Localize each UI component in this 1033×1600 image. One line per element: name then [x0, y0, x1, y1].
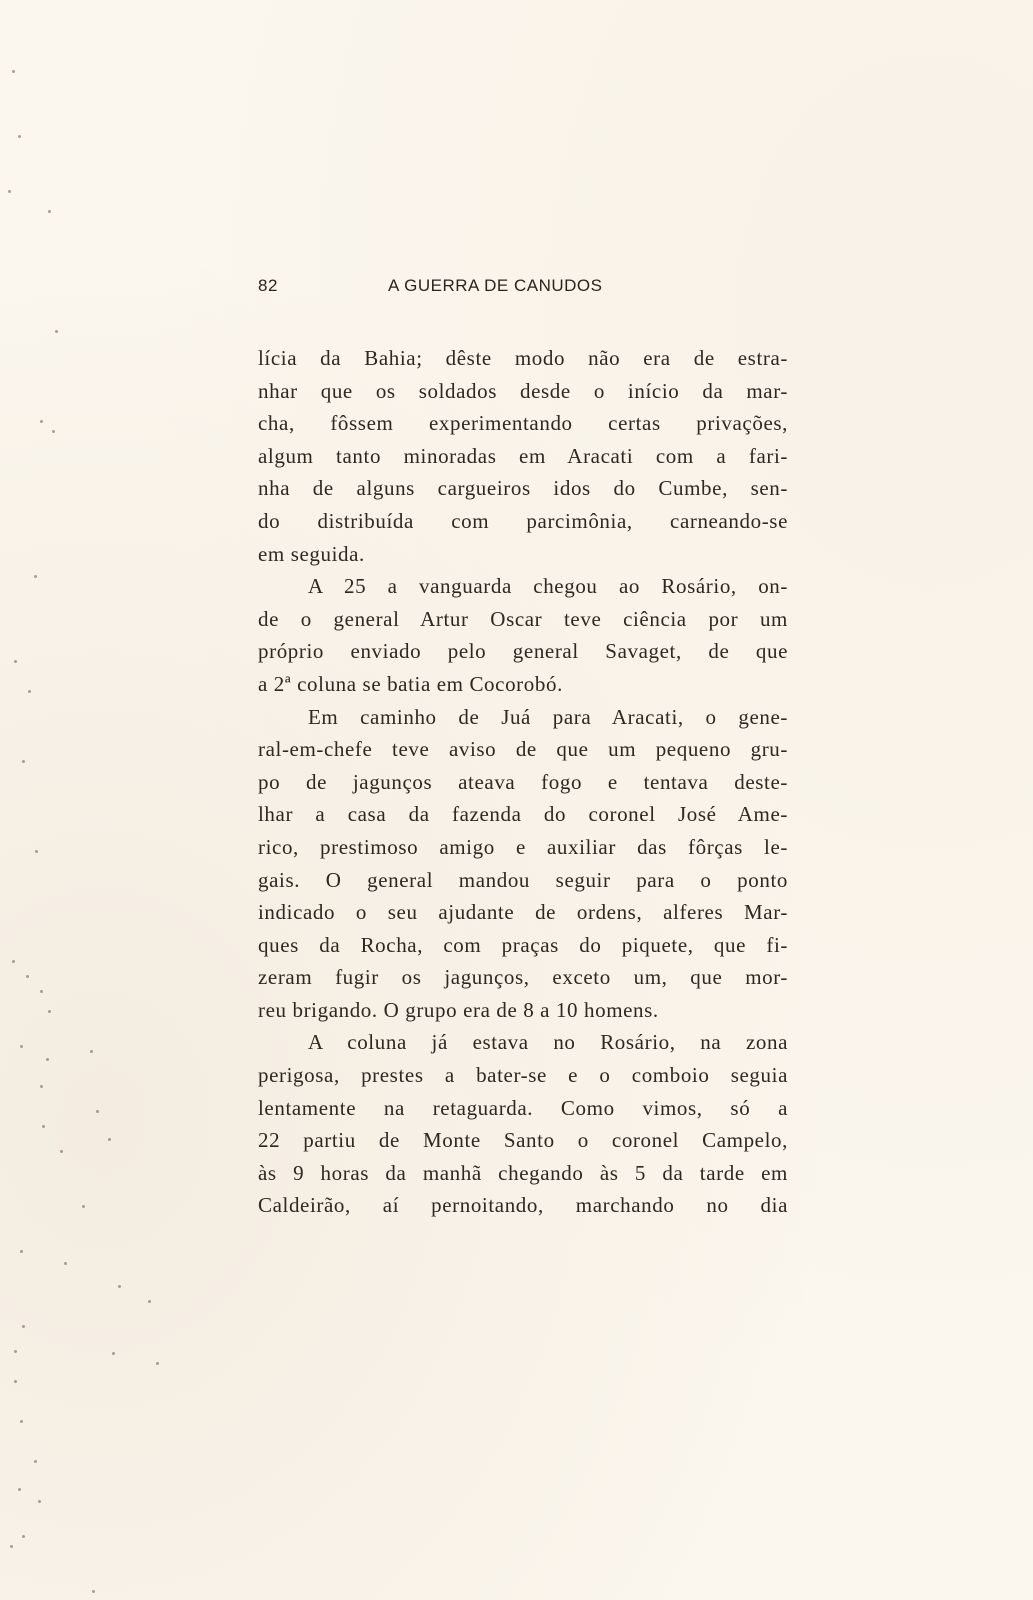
text-line: A coluna já estava no Rosário, na zona: [308, 1030, 788, 1055]
text-line: a 2ª coluna se batia em Cocorobó.: [258, 671, 563, 696]
body-text: [258, 342, 788, 1222]
paragraph: [258, 701, 788, 1027]
paragraph: [258, 1026, 788, 1222]
text-line: lícia da Bahia; dêste modo não era de estra-: [258, 346, 788, 370]
text-line: rico, prestimoso amigo e auxiliar das fôrças le-: [258, 834, 788, 859]
text-line: ral-em-chefe teve aviso de que um pequeno gru-: [258, 737, 788, 762]
text-line: reu brigando. O grupo era de 8 a 10 homens.: [258, 997, 659, 1022]
text-line: de o general Artur Oscar teve ciência por um: [258, 606, 788, 631]
text-line: lhar a casa da fazenda do coronel José Ame-: [258, 802, 788, 827]
text-line: A 25 a vanguarda chegou ao Rosário, on-: [308, 574, 788, 599]
text-line: po de jagunços ateava fogo e tentava deste-: [258, 769, 788, 794]
text-line: Em caminho de Juá para Aracati, o gene-: [308, 704, 788, 729]
running-header: [258, 276, 798, 298]
text-line: às 9 horas da manhã chegando às 5 da tarde em: [258, 1160, 788, 1185]
text-line: cha, fôssem experimentando certas privações,: [258, 411, 788, 436]
paragraph: [258, 570, 788, 700]
text-line: zeram fugir os jagunços, exceto um, que mor-: [258, 965, 788, 990]
text-line: gais. O general mandou seguir para o ponto: [258, 867, 788, 892]
page-number: 82: [258, 276, 278, 295]
text-line: em seguida.: [258, 541, 365, 566]
text-line: próprio enviado pelo general Savaget, de que: [258, 639, 788, 664]
text-line: algum tanto minoradas em Aracati com a fari-: [258, 443, 788, 468]
text-line: ques da Rocha, com praças do piquete, que fi-: [258, 932, 788, 957]
text-line: do distribuída com parcimônia, carneando-se: [258, 508, 788, 533]
paragraph: [258, 342, 788, 570]
text-line: 22 partiu de Monte Santo o coronel Campelo,: [258, 1128, 788, 1153]
running-title: A GUERRA DE CANUDOS: [388, 276, 603, 295]
text-line: lentamente na retaguarda. Como vimos, só a: [258, 1095, 788, 1120]
text-line: nha de alguns cargueiros idos do Cumbe, sen-: [258, 476, 788, 501]
text-line: Caldeirão, aí pernoitando, marchando no dia: [258, 1193, 788, 1218]
text-line: indicado o seu ajudante de ordens, alferes Mar-: [258, 900, 788, 925]
text-line: nhar que os soldados desde o início da mar-: [258, 378, 788, 403]
text-line: perigosa, prestes a bater-se e o comboio seguia: [258, 1063, 788, 1088]
